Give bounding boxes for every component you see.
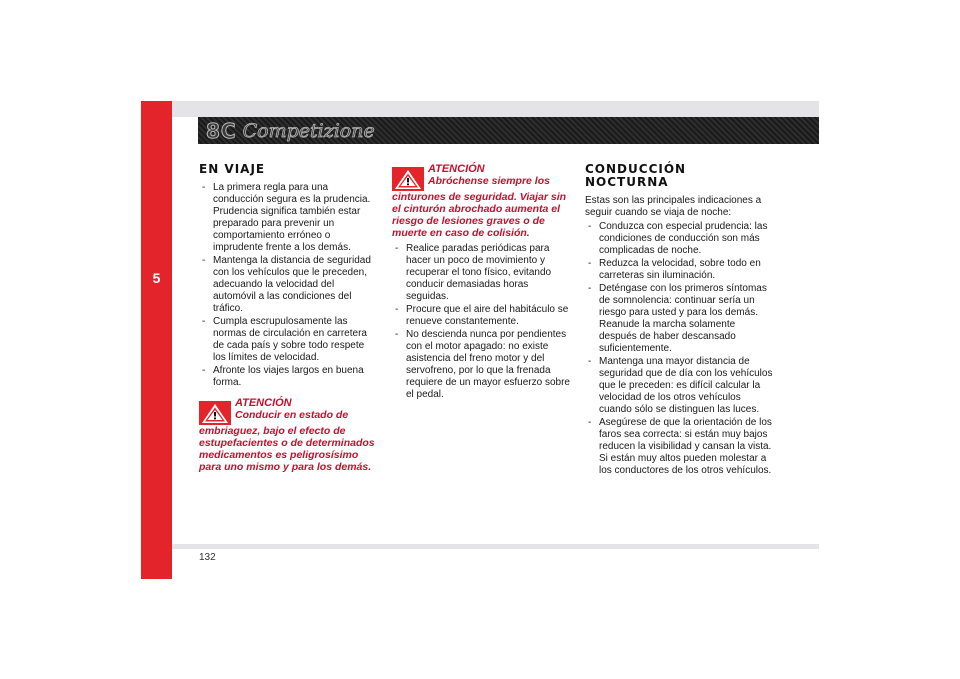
chapter-tab [141,101,172,579]
warning-box-cinturones [392,163,570,239]
warning-title: ATENCIÓN [428,163,485,175]
title-line: CONDUCCIÓN [585,162,687,176]
viaje-list [199,182,379,389]
list-item: - Procure que el aire del habitáculo se renueve constantemente. [392,304,570,328]
list-item: - Mantenga la distancia de seguridad con los vehículos que le preceden, adecuando la velocidad del automóvil a las condiciones del tráfico. [199,255,379,315]
list-item: - Afronte los viajes largos en buena forma. [199,365,379,389]
list-item: - No descienda nunca por pendientes con el motor apagado: no existe asistencia del freno motor y del servofreno, por lo que la frenada requiere de un mayor esfuerzo sobre el pedal. [392,329,570,401]
list-item: - Conduzca con especial prudencia: las condiciones de conducción son más complicadas de noche. [585,221,773,257]
nocturna-list [585,221,773,477]
column-en-viaje [199,163,379,473]
list-item: - Reduzca la velocidad, sobre todo en carreteras sin iluminación. [585,258,773,282]
cinturones-list [392,243,570,401]
warning-text: embriaguez, bajo el efecto de estupefacientes o de determinados medicamentos es peligrosísimo para uno mismo y para los demás. [199,425,375,473]
warning-triangle-icon [199,401,231,425]
list-item: - Realice paradas periódicas para hacer un poco de movimiento y recuperar el tono físico, evitando conducir demasiadas horas seguidas. [392,243,570,303]
list-item: - Asegúrese de que la orientación de los faros sea correcta: si están muy bajos reducen la visibilidad y cansan la vista. Si están muy altos pueden molestar a los conductores de los otros vehículos. [585,417,773,477]
list-item: - La primera regla para una conducción segura es la prudencia. Prudencia significa también estar preparado para prevenir un comportamiento erróneo o imprudente frente a los demás. [199,182,379,254]
warning-first-line: Conducir en estado de [235,409,349,421]
page-number: 132 [199,552,216,563]
warning-first-line: Abróchense siempre los [428,175,550,187]
chapter-number: 5 [152,270,161,286]
title-line: NOCTURNA [585,175,669,189]
top-band [172,101,819,117]
warning-title: ATENCIÓN [235,397,292,409]
list-item: - Mantenga una mayor distancia de seguridad que de día con los vehículos que le preceden: es difícil calcular la velocidad de los otros vehículos cuando sólo se distinguen las luces. [585,356,773,416]
header-bar [198,117,819,144]
logo-bc: 8C [206,118,237,143]
column-conduccion-nocturna [585,163,773,478]
warning-triangle-icon [392,167,424,191]
list-item: - Deténgase con los primeros síntomas de somnolencia: continuar sería un riesgo para usted y para los demás. Reanude la marcha solamente después de haber descansado suficientemente. [585,283,773,355]
column-cinturones [392,163,570,402]
intro-text: Estas son las principales indicaciones a seguir cuando se viaja de noche: [585,195,762,218]
logo [206,118,375,143]
warning-box-embriaguez [199,397,379,473]
logo-script: Competizione [242,119,375,142]
section-title-conduccion-nocturna [585,163,773,189]
section-title-en-viaje: EN VIAJE [199,162,266,176]
footer-band [172,544,819,549]
warning-text: cinturones de seguridad. Viajar sin el cinturón abrochado aumenta el riesgo de lesiones graves o de muerte en caso de colisión. [392,191,567,239]
list-item: - Cumpla escrupulosamente las normas de circulación en carretera de cada país y sobre todo respete los límites de velocidad. [199,316,379,364]
